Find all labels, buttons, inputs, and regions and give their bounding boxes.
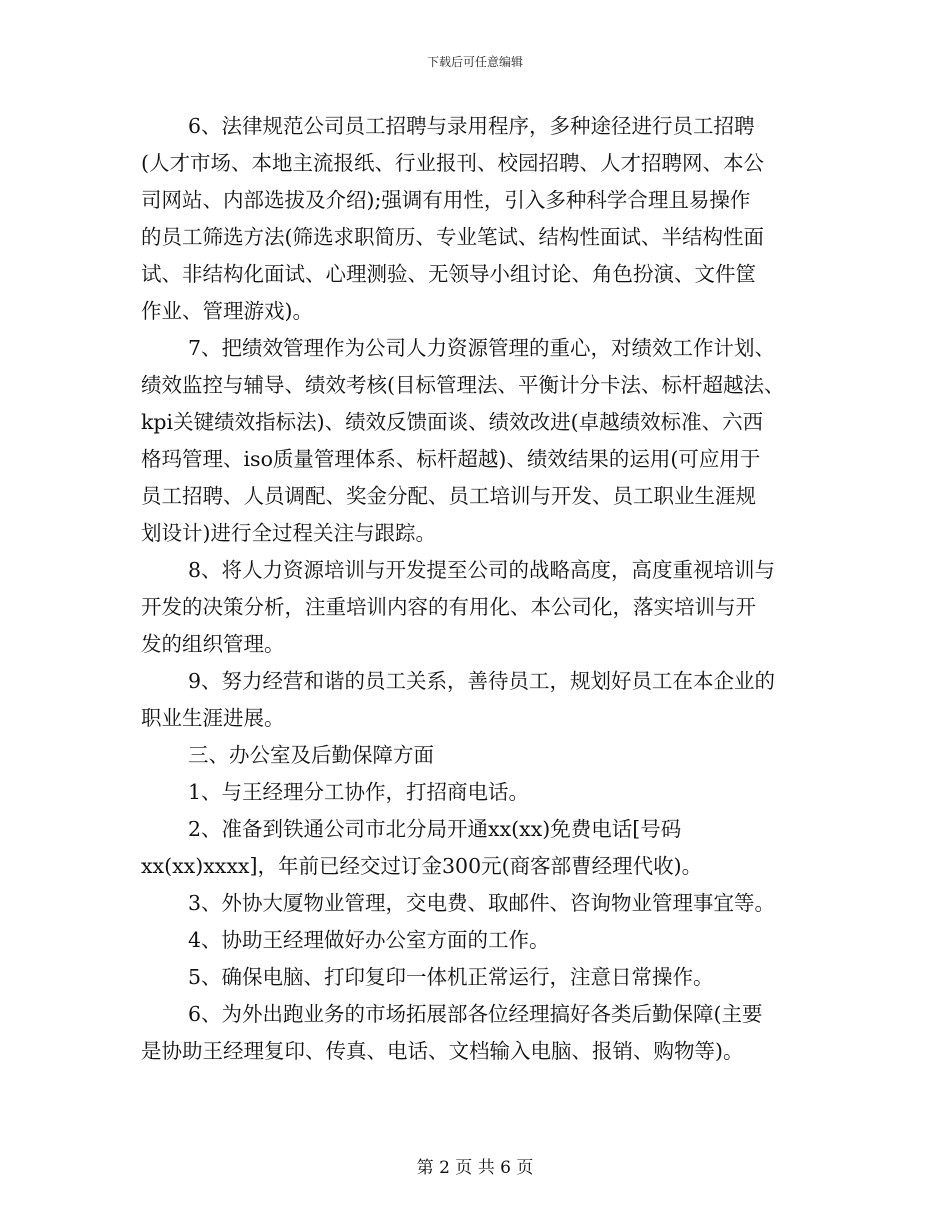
text-line: 2、准备到铁通公司市北分局开通xx(xx)免费电话[号码	[188, 817, 682, 841]
text-line: 5、确保电脑、打印复印一体机正常运行，注意日常操作。	[188, 965, 714, 989]
text-line: 7、把绩效管理作为公司人力资源管理的重心，对绩效工作计划、	[188, 336, 776, 360]
text-line: 开发的决策分析，注重培训内容的有用化、本公司化，落实培训与开	[141, 595, 756, 619]
text-line: 是协助王经理复印、传真、电话、文档输入电脑、报销、购物等)。	[141, 1039, 744, 1063]
text-line: 1、与王经理分工协作，打招商电话。	[188, 780, 530, 804]
text-line: 划设计)进行全过程关注与跟踪。	[141, 521, 436, 545]
text-line: kpi关键绩效指标法)、绩效反馈面谈、绩效改进(卓越绩效标准、六西	[141, 410, 764, 434]
text-line: 4、协助王经理做好办公室方面的工作。	[188, 928, 550, 952]
text-line: 司网站、内部选拔及介绍);强调有用性，引入多种科学合理且易操作	[141, 188, 751, 212]
text-line: 三、办公室及后勤保障方面	[188, 743, 434, 767]
text-line: 试、非结构化面试、心理测验、无领导小组讨论、角色扮演、文件筐	[141, 262, 756, 286]
text-line: 作业、管理游戏)。	[141, 299, 313, 323]
text-line: 绩效监控与辅导、绩效考核(目标管理法、平衡计分卡法、标杆超越法、	[141, 373, 785, 397]
text-line: 的员工筛选方法(筛选求职简历、专业笔试、结构性面试、半结构性面	[141, 225, 764, 249]
page-header: 下载后可任意编辑	[426, 55, 523, 69]
document-body	[141, 108, 821, 1070]
text-line: 职业生涯进展。	[141, 706, 285, 730]
text-line: 8、将人力资源培训与开发提至公司的战略高度，高度重视培训与	[188, 558, 776, 582]
text-line: 格玛管理、iso质量管理体系、标杆超越)、绩效结果的运用(可应用于	[141, 447, 761, 471]
text-line: xx(xx)xxxx]，年前已经交过订金300元(商客部曹经理代收)。	[141, 854, 703, 878]
page-number: 第 2 页 共 6 页	[416, 1158, 534, 1178]
text-line: 9、努力经营和谐的员工关系，善待员工，规划好员工在本企业的	[188, 669, 776, 693]
text-line: 发的组织管理。	[141, 632, 285, 656]
text-line: 3、外协大厦物业管理，交电费、取邮件、咨询物业管理事宜等。	[188, 891, 776, 915]
text-line: (人才市场、本地主流报纸、行业报刊、校园招聘、人才招聘网、本公	[141, 151, 764, 175]
text-line: 6、法律规范公司员工招聘与录用程序，多种途径进行员工招聘	[188, 114, 755, 138]
text-line: 6、为外出跑业务的市场拓展部各位经理搞好各类后勤保障(主要	[188, 1002, 763, 1026]
text-line: 员工招聘、人员调配、奖金分配、员工培训与开发、员工职业生涯规	[141, 484, 756, 508]
